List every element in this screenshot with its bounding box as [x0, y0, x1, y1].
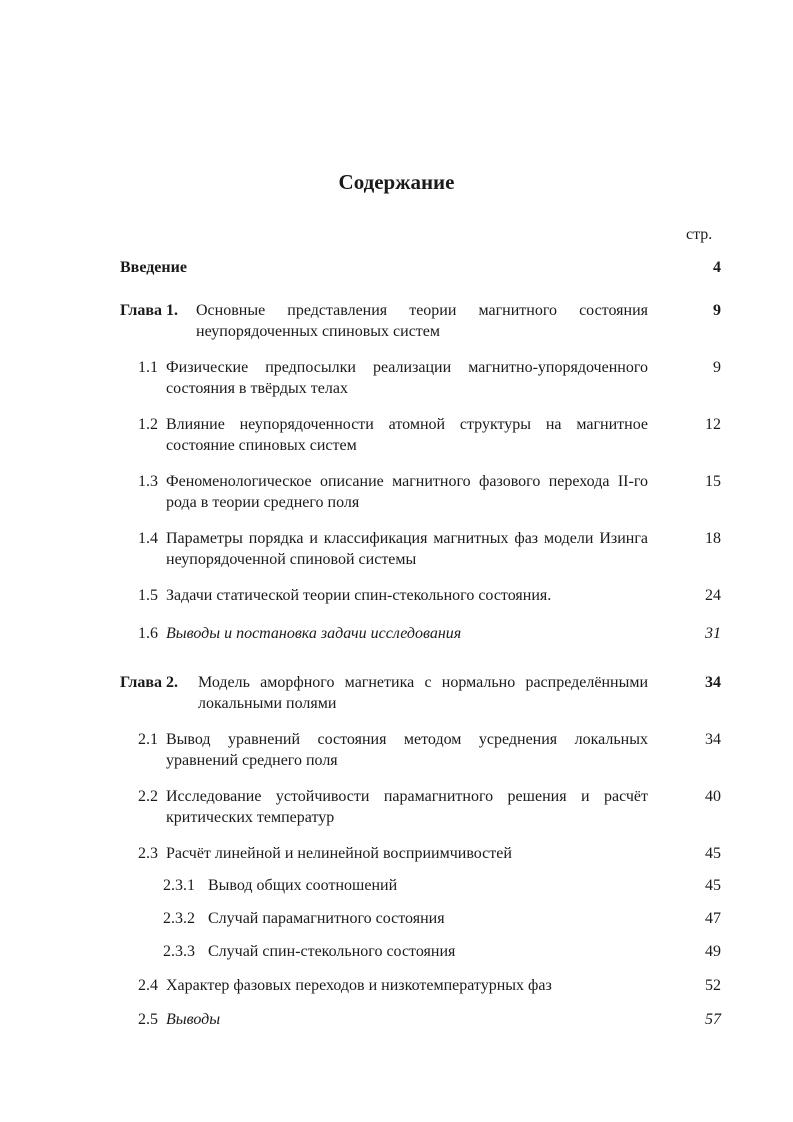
toc-entry-page: 34	[705, 731, 721, 748]
toc-entry-prefix: 1.1	[138, 359, 158, 376]
page-column-label: стр.	[686, 226, 713, 243]
toc-entry-text: Феноменологическое описание магнитного фазового перехода II-го рода в теории среднего поля	[166, 473, 648, 511]
toc-entry-prefix: Глава 2.	[120, 674, 178, 691]
toc-entry-page: 45	[705, 877, 721, 894]
toc-entry-prefix: 2.3.3	[163, 943, 195, 960]
toc-entry-prefix: 1.2	[138, 416, 158, 433]
toc-entry-text: Основные представления теории магнитного состояния неупорядоченных спиновых систем	[196, 302, 648, 340]
toc-entry-page: 40	[705, 788, 721, 805]
toc-entry-text: Характер фазовых переходов и низкотемпературных фаз	[166, 977, 552, 994]
toc-entry-text: Выводы	[166, 1011, 221, 1028]
toc-entry-page: 31	[705, 625, 721, 642]
toc-entry-page: 12	[705, 416, 721, 433]
toc-entry-prefix: 1.5	[138, 587, 158, 604]
toc-entry-text: Задачи статической теории спин-стекольного состояния.	[166, 587, 552, 604]
toc-entry-text: Параметры порядка и классификация магнитных фаз модели Изинга неупорядоченной спиновой системы	[166, 530, 648, 568]
toc-entry-prefix: 2.4	[138, 977, 158, 994]
toc-entry-text: Случай спин-стекольного состояния	[208, 943, 456, 960]
toc-entry-page: 9	[713, 302, 721, 319]
toc-entry-prefix: 1.6	[138, 625, 158, 642]
toc-entry-page: 34	[705, 674, 721, 691]
toc-entry-text: Вывод общих соотношений	[208, 877, 398, 894]
toc-entry-page: 15	[705, 473, 721, 490]
toc-entry-text: Случай парамагнитного состояния	[208, 910, 445, 927]
toc-entry-page: 4	[713, 259, 721, 276]
toc-entry-page: 57	[705, 1011, 721, 1028]
toc-entry-text: Расчёт линейной и нелинейной восприимчивостей	[166, 845, 512, 862]
toc-entry-page: 9	[713, 359, 721, 376]
toc-entry-prefix: 2.5	[138, 1011, 158, 1028]
toc-entry-prefix: 2.3.2	[163, 910, 195, 927]
toc-entry-prefix: 1.3	[138, 473, 158, 490]
toc-entry-prefix: 2.2	[138, 788, 158, 805]
toc-entry-prefix: 2.3.1	[163, 877, 195, 894]
toc-entry-page: 47	[705, 910, 721, 927]
toc-entry-text: Вывод уравнений состояния методом усреднения локальных уравнений среднего поля	[166, 731, 648, 769]
toc-entry-prefix: Глава 1.	[120, 302, 178, 319]
toc-entry-text: Выводы и постановка задачи исследования	[166, 625, 462, 642]
toc-entry-page: 45	[705, 845, 721, 862]
toc-entry-prefix: 1.4	[138, 530, 158, 547]
toc-entry-page: 18	[705, 530, 721, 547]
toc-entry-page: 49	[705, 943, 721, 960]
page-title: Содержание	[338, 170, 455, 194]
toc-entry-text: Влияние неупорядоченности атомной структуры на магнитное состояние спиновых систем	[166, 416, 648, 454]
toc-entry-text: Модель аморфного магнетика с нормально распределёнными локальными полями	[198, 674, 648, 712]
toc-entry-prefix: 2.1	[138, 731, 158, 748]
toc-entry-page: 24	[705, 587, 721, 604]
toc-entry-text: Исследование устойчивости парамагнитного решения и расчёт критических температур	[166, 788, 648, 826]
toc-entry-text: Физические предпосылки реализации магнитно-упорядоченного состояния в твёрдых телах	[166, 359, 648, 397]
toc-entry-text: Введение	[120, 259, 187, 276]
toc-entry-prefix: 2.3	[138, 845, 158, 862]
toc-entry-page: 52	[705, 977, 721, 994]
